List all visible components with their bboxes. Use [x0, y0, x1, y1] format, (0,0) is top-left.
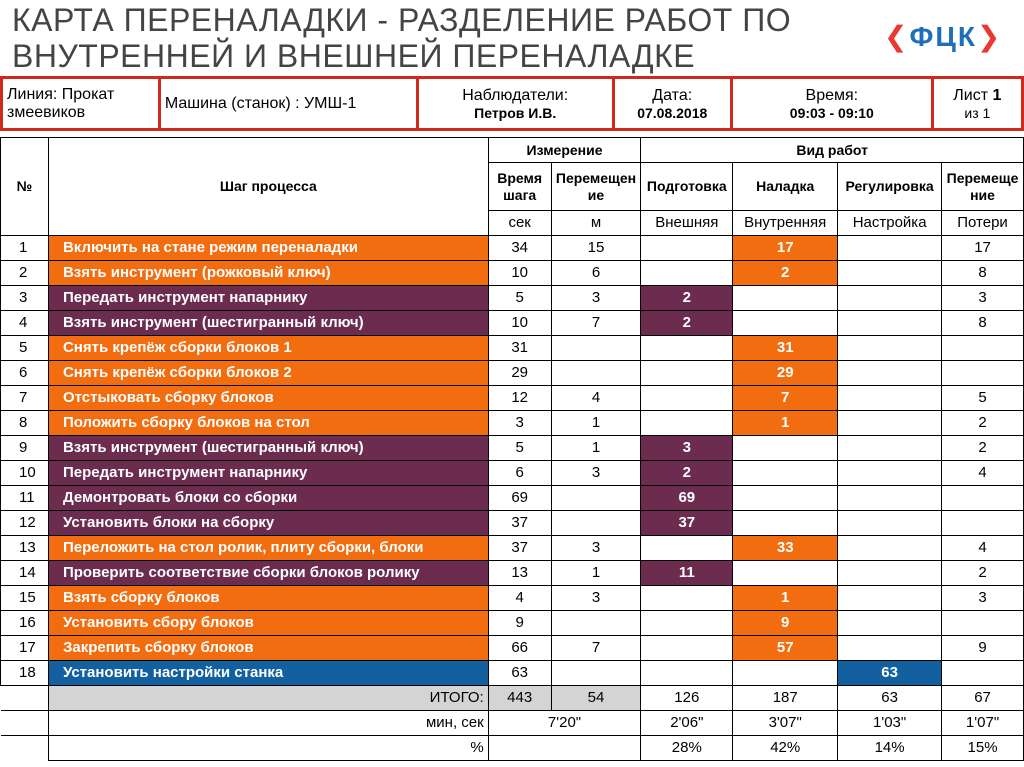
row-number: 14	[1, 561, 49, 586]
row-setup	[733, 311, 838, 336]
row-adjust	[838, 611, 942, 636]
row-setup: 57	[733, 636, 838, 661]
row-time: 5	[488, 286, 551, 311]
row-move: 1	[551, 411, 641, 436]
row-number: 8	[1, 411, 49, 436]
row-time: 37	[488, 511, 551, 536]
row-step: Снять крепёж сборки блоков 2	[48, 361, 488, 386]
row-loss	[942, 661, 1024, 686]
logo-right-bracket: ❯	[976, 21, 1003, 52]
row-move	[551, 611, 641, 636]
row-time: 66	[488, 636, 551, 661]
row-prep	[641, 611, 733, 636]
row-time: 63	[488, 661, 551, 686]
row-number: 9	[1, 436, 49, 461]
row-step: Передать инструмент напарнику	[48, 286, 488, 311]
pct-adjust: 14%	[838, 736, 942, 761]
col-setup: Наладка	[733, 163, 838, 211]
row-setup: 2	[733, 261, 838, 286]
sheet-cell	[932, 78, 1022, 130]
row-prep	[641, 261, 733, 286]
logo-left-bracket: ❮	[884, 21, 910, 52]
row-time: 31	[488, 336, 551, 361]
row-time: 5	[488, 436, 551, 461]
row-setup	[733, 436, 838, 461]
row-setup: 33	[733, 536, 838, 561]
totals-move: 54	[551, 686, 641, 711]
unit-move: м	[551, 211, 641, 236]
row-time: 12	[488, 386, 551, 411]
row-time: 37	[488, 536, 551, 561]
row-prep	[641, 636, 733, 661]
date-value: 07.08.2018	[637, 104, 708, 121]
row-adjust	[838, 236, 942, 261]
pct-empty	[488, 736, 641, 761]
row-prep: 2	[641, 311, 733, 336]
row-loss: 2	[942, 411, 1024, 436]
table-row	[1, 386, 1024, 411]
totals-adjust: 63	[838, 686, 942, 711]
row-number: 13	[1, 536, 49, 561]
row-loss: 8	[942, 311, 1024, 336]
row-loss	[942, 361, 1024, 386]
row-prep	[641, 586, 733, 611]
row-setup: 31	[733, 336, 838, 361]
sheet-number: 1	[992, 86, 1002, 104]
row-time: 6	[488, 461, 551, 486]
row-time: 29	[488, 361, 551, 386]
row-move: 3	[551, 536, 641, 561]
row-step: Установить блоки на сборку	[48, 511, 488, 536]
row-prep: 11	[641, 561, 733, 586]
row-time: 10	[488, 311, 551, 336]
unit-transfer: Потери	[942, 211, 1024, 236]
row-adjust	[838, 336, 942, 361]
observers-cell	[417, 78, 613, 130]
row-number: 1	[1, 236, 49, 261]
sheet-label: Лист	[953, 86, 989, 104]
row-loss: 3	[942, 286, 1024, 311]
row-adjust	[838, 586, 942, 611]
row-prep	[641, 336, 733, 361]
row-setup: 7	[733, 386, 838, 411]
row-loss: 2	[942, 436, 1024, 461]
row-loss: 2	[942, 561, 1024, 586]
row-time: 13	[488, 561, 551, 586]
totals-spacer	[1, 686, 49, 711]
row-loss: 4	[942, 461, 1024, 486]
row-loss: 9	[942, 636, 1024, 661]
row-step: Установить настройки станка	[48, 661, 488, 686]
observers-label: Наблюдатели:	[462, 86, 569, 104]
row-number: 6	[1, 361, 49, 386]
row-number: 17	[1, 636, 49, 661]
table-row	[1, 536, 1024, 561]
row-adjust	[838, 636, 942, 661]
row-move: 7	[551, 311, 641, 336]
minsec-adjust: 1'03"	[838, 711, 942, 736]
sheet-of: из 1	[964, 104, 991, 121]
minsec-setup: 3'07"	[733, 711, 838, 736]
table-row	[1, 361, 1024, 386]
row-number: 16	[1, 611, 49, 636]
row-prep	[641, 386, 733, 411]
changeover-table	[0, 137, 1024, 761]
row-step: Включить на стане режим переналадки	[48, 236, 488, 261]
row-loss	[942, 336, 1024, 361]
pct-prep: 28%	[641, 736, 733, 761]
table-row	[1, 336, 1024, 361]
row-time: 9	[488, 611, 551, 636]
row-setup	[733, 286, 838, 311]
row-adjust	[838, 536, 942, 561]
row-move	[551, 336, 641, 361]
row-move: 6	[551, 261, 641, 286]
row-time: 34	[488, 236, 551, 261]
table-row	[1, 611, 1024, 636]
row-prep	[641, 361, 733, 386]
row-step: Взять инструмент (шестигранный ключ)	[48, 311, 488, 336]
col-move: Перемещение	[551, 163, 641, 211]
row-prep	[641, 236, 733, 261]
col-group-measure: Измерение	[488, 138, 641, 163]
date-label: Дата:	[652, 86, 693, 104]
row-step: Взять инструмент (шестигранный ключ)	[48, 436, 488, 461]
row-move	[551, 511, 641, 536]
row-setup	[733, 561, 838, 586]
table-row	[1, 436, 1024, 461]
row-move: 3	[551, 586, 641, 611]
machine-cell: Машина (станок) : УМШ-1	[159, 78, 417, 130]
row-time: 3	[488, 411, 551, 436]
row-adjust: 63	[838, 661, 942, 686]
table-row	[1, 461, 1024, 486]
totals-loss: 67	[942, 686, 1024, 711]
row-loss: 8	[942, 261, 1024, 286]
pct-spacer	[1, 736, 49, 761]
unit-setup: Внутренняя	[733, 211, 838, 236]
row-setup: 9	[733, 611, 838, 636]
row-number: 15	[1, 586, 49, 611]
table-row	[1, 661, 1024, 686]
col-num: №	[1, 138, 49, 236]
table-row	[1, 311, 1024, 336]
row-prep: 3	[641, 436, 733, 461]
header-table	[0, 76, 1024, 131]
observers-value: Петров И.В.	[474, 104, 557, 121]
row-adjust	[838, 511, 942, 536]
row-adjust	[838, 386, 942, 411]
row-adjust	[838, 311, 942, 336]
pct-setup: 42%	[733, 736, 838, 761]
fck-logo	[884, 20, 1002, 53]
table-row	[1, 286, 1024, 311]
row-adjust	[838, 486, 942, 511]
row-prep: 37	[641, 511, 733, 536]
row-setup	[733, 661, 838, 686]
row-step: Взять инструмент (рожковый ключ)	[48, 261, 488, 286]
minsec-spacer	[1, 711, 49, 736]
minsec-total: 7'20"	[488, 711, 641, 736]
row-adjust	[838, 411, 942, 436]
row-prep: 69	[641, 486, 733, 511]
row-move	[551, 661, 641, 686]
row-adjust	[838, 436, 942, 461]
row-step: Положить сборку блоков на стол	[48, 411, 488, 436]
totals-setup: 187	[733, 686, 838, 711]
table-row	[1, 636, 1024, 661]
col-step: Шаг процесса	[48, 138, 488, 236]
col-group-work: Вид работ	[641, 138, 1024, 163]
row-number: 2	[1, 261, 49, 286]
row-prep	[641, 411, 733, 436]
row-prep: 2	[641, 286, 733, 311]
col-time: Время шага	[488, 163, 551, 211]
totals-time: 443	[488, 686, 551, 711]
row-step: Взять сборку блоков	[48, 586, 488, 611]
row-prep	[641, 661, 733, 686]
row-number: 5	[1, 336, 49, 361]
col-adjust: Регулировка	[838, 163, 942, 211]
row-move: 15	[551, 236, 641, 261]
row-adjust	[838, 461, 942, 486]
row-setup	[733, 461, 838, 486]
row-move: 1	[551, 561, 641, 586]
row-number: 10	[1, 461, 49, 486]
minsec-loss: 1'07"	[942, 711, 1024, 736]
line-cell: Линия: Прокат змеевиков	[2, 78, 160, 130]
row-loss: 3	[942, 586, 1024, 611]
totals-prep: 126	[641, 686, 733, 711]
row-adjust	[838, 261, 942, 286]
minsec-label: мин, сек	[48, 711, 488, 736]
time-cell	[731, 78, 932, 130]
row-move	[551, 361, 641, 386]
row-loss: 4	[942, 536, 1024, 561]
table-row	[1, 486, 1024, 511]
pct-label: %	[48, 736, 488, 761]
unit-time: сек	[488, 211, 551, 236]
row-move: 3	[551, 286, 641, 311]
row-time: 4	[488, 586, 551, 611]
row-setup	[733, 486, 838, 511]
row-time: 10	[488, 261, 551, 286]
row-loss	[942, 611, 1024, 636]
totals-label: ИТОГО:	[48, 686, 488, 711]
row-step: Установить сбору блоков	[48, 611, 488, 636]
row-setup	[733, 511, 838, 536]
rows-body	[1, 236, 1024, 686]
table-row	[1, 561, 1024, 586]
row-adjust	[838, 286, 942, 311]
table-row	[1, 586, 1024, 611]
row-number: 4	[1, 311, 49, 336]
row-setup: 1	[733, 411, 838, 436]
row-move: 1	[551, 436, 641, 461]
logo-text: ФЦК	[909, 21, 977, 52]
row-prep	[641, 536, 733, 561]
row-step: Демонтровать блоки со сборки	[48, 486, 488, 511]
date-cell	[613, 78, 731, 130]
table-row	[1, 261, 1024, 286]
unit-adjust: Настройка	[838, 211, 942, 236]
row-adjust	[838, 561, 942, 586]
row-number: 11	[1, 486, 49, 511]
row-loss: 17	[942, 236, 1024, 261]
row-move	[551, 486, 641, 511]
row-step: Отстыковать сборку блоков	[48, 386, 488, 411]
row-loss	[942, 511, 1024, 536]
row-setup: 17	[733, 236, 838, 261]
row-setup: 1	[733, 586, 838, 611]
row-step: Переложить на стол ролик, плиту сборки, блоки	[48, 536, 488, 561]
table-row	[1, 236, 1024, 261]
row-move: 4	[551, 386, 641, 411]
time-value: 09:03 - 09:10	[789, 104, 874, 121]
col-transfer: Перемещение	[942, 163, 1024, 211]
row-number: 3	[1, 286, 49, 311]
row-number: 12	[1, 511, 49, 536]
minsec-prep: 2'06"	[641, 711, 733, 736]
pct-loss: 15%	[942, 736, 1024, 761]
table-row	[1, 511, 1024, 536]
row-step: Передать инструмент напарнику	[48, 461, 488, 486]
row-setup: 29	[733, 361, 838, 386]
row-number: 18	[1, 661, 49, 686]
table-row	[1, 411, 1024, 436]
row-move: 7	[551, 636, 641, 661]
page-title: КАРТА ПЕРЕНАЛАДКИ - РАЗДЕЛЕНИЕ РАБОТ ПО ВНУТРЕННЕЙ И ВНЕШНЕЙ ПЕРЕНАЛАДКЕ	[12, 2, 792, 74]
row-loss	[942, 486, 1024, 511]
row-loss: 5	[942, 386, 1024, 411]
row-adjust	[838, 361, 942, 386]
row-step: Закрепить сборку блоков	[48, 636, 488, 661]
time-label: Время:	[805, 86, 859, 104]
row-step: Проверить соответствие сборки блоков ролику	[48, 561, 488, 586]
unit-prep: Внешняя	[641, 211, 733, 236]
row-move: 3	[551, 461, 641, 486]
col-prep: Подготовка	[641, 163, 733, 211]
row-time: 69	[488, 486, 551, 511]
row-number: 7	[1, 386, 49, 411]
row-step: Снять крепёж сборки блоков 1	[48, 336, 488, 361]
row-prep: 2	[641, 461, 733, 486]
